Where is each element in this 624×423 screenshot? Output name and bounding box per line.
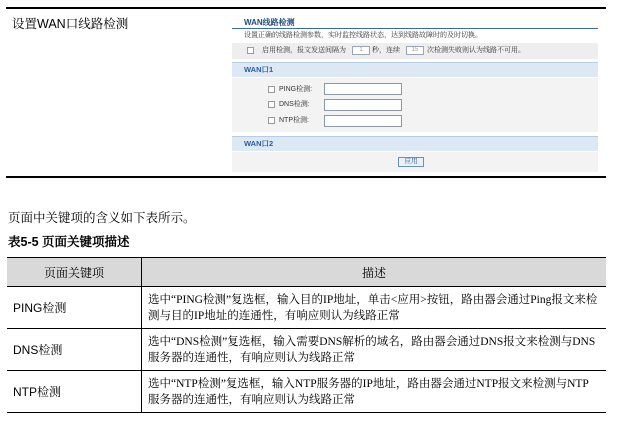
- dns-input[interactable]: [324, 99, 402, 111]
- row-key: NTP检测: [7, 371, 142, 413]
- figure-bottom-rule: [6, 176, 606, 178]
- ping-checkbox[interactable]: [268, 86, 275, 93]
- wan1-section-header[interactable]: WAN口1: [232, 62, 598, 77]
- wan2-section-header[interactable]: WAN口2: [232, 136, 598, 151]
- figure-top-rule: [6, 7, 606, 9]
- enable-detect-checkbox[interactable]: [247, 47, 254, 54]
- ntp-input[interactable]: [324, 115, 402, 127]
- ntp-checkbox[interactable]: [268, 117, 275, 124]
- enable-label-pre: 启用检测，报文发送间隔为: [262, 47, 346, 54]
- apply-button[interactable]: 应用: [398, 157, 424, 167]
- ping-label: PING检测:: [279, 86, 313, 93]
- section-label: 设置WAN口线路检测: [12, 17, 129, 31]
- intro-text: 页面中关键项的含义如下表所示。: [8, 211, 196, 225]
- ntp-label: NTP检测:: [279, 117, 309, 124]
- enable-label-mid: 秒，连续: [372, 47, 400, 54]
- row-desc: 选中“DNS检测”复选框，输入需要DNS解析的域名，路由器会通过DNS报文来检测与DNS服务器的连通性，有响应则认为线路正常: [142, 329, 607, 371]
- dns-checkbox[interactable]: [268, 101, 275, 108]
- row-desc: 选中“NTP检测”复选框，输入NTP服务器的IP地址，路由器会通过NTP报文来检测与NTP服务器的连通性，有响应则认为线路正常: [142, 371, 607, 413]
- ping-input[interactable]: [324, 83, 402, 95]
- header-key: 页面关键项: [7, 258, 142, 287]
- enable-label-post: 次检测失败则认为线路不可用。: [427, 47, 525, 54]
- table-row: [7, 329, 606, 371]
- key-items-table: [7, 257, 606, 413]
- table-row: [7, 371, 606, 413]
- row-desc: 选中“PING检测”复选框，输入目的IP地址，单击<应用>按钮，路由器会通过Ping报文来检测与目的IP地址的连通性，有响应则认为线路正常: [142, 287, 607, 329]
- table-row: [7, 287, 606, 329]
- table-header-row: [7, 258, 606, 287]
- row-key: DNS检测: [7, 329, 142, 371]
- dns-label: DNS检测:: [279, 101, 310, 108]
- panel-title: WAN线路检测: [232, 17, 598, 29]
- header-desc: 描述: [142, 258, 607, 287]
- panel-description: 设置正确的线路检测参数，实时监控线路状态，达到线路故障时的及时切换。: [244, 32, 482, 39]
- count-input[interactable]: 15: [406, 46, 424, 55]
- row-key: PING检测: [7, 287, 142, 329]
- interval-input[interactable]: 1: [352, 46, 370, 55]
- table-caption: 表5-5 页面关键项描述: [8, 235, 130, 249]
